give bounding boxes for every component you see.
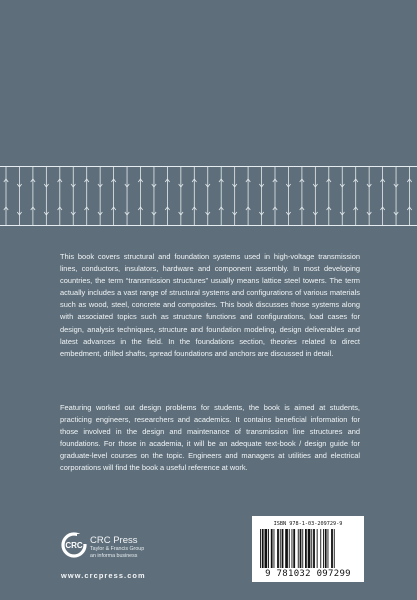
barcode-bar (293, 529, 295, 568)
publisher-name: CRC Press (90, 535, 138, 546)
barcode-bar (268, 529, 269, 568)
barcode-bar (325, 529, 327, 568)
barcode-bar (323, 529, 324, 568)
barcode-bar (262, 529, 264, 568)
barcode-bar (331, 529, 333, 568)
publisher-tagline: an informa business (90, 553, 138, 559)
barcode-bar (313, 529, 315, 568)
publisher-url: www.crcpress.com (61, 571, 146, 580)
barcode-bar (302, 529, 303, 568)
barcode-bar (317, 529, 318, 568)
publisher-group: Taylor & Francis Group (90, 546, 145, 552)
isbn-barcode (252, 516, 364, 582)
barcode-bar (271, 529, 273, 568)
barcode-bar (292, 529, 293, 568)
barcode-bar (260, 529, 261, 568)
crc-logo (61, 532, 87, 563)
barcode-bar (298, 529, 299, 568)
description-paragraph-2: Featuring worked out design problems for students, the book is aimed at students, practicing engineers, researchers and academics. It contains beneficial information for those involved in the design and maintenance of transmission line structures and foundations. For those in academia, it will be an adequate text-book / design guide for graduate-level courses on the topic. Engineers and managers at utilities and electrical corporations will find the book a useful reference at work. (60, 403, 360, 473)
barcode-bar (311, 529, 312, 568)
arrow-pattern (0, 167, 417, 225)
barcode-bar (328, 529, 329, 568)
barcode-bar (305, 529, 307, 568)
barcode-bar (334, 529, 335, 568)
barcode-bars (260, 529, 356, 568)
logo-text: CRC (65, 541, 83, 551)
isbn-digits: 9 781032 097299 (265, 569, 351, 579)
barcode-bar (277, 529, 279, 568)
barcode-bar (289, 529, 290, 568)
barcode-bar (280, 529, 281, 568)
barcode-bar (282, 529, 284, 568)
barcode-bar (320, 529, 321, 568)
barcode-bar (274, 529, 275, 568)
decorative-arrow-band (0, 166, 417, 226)
barcode-bar (285, 529, 288, 568)
barcode-bar (308, 529, 311, 568)
barcode-bar (300, 529, 302, 568)
description-paragraph-1: This book covers structural and foundation systems used in high-voltage transmission lines, conductors, insulators, hardware and component assembly. In most developing countries, the term “transmission structures” usually means lattice steel towers. The term actually includes a vast range of structural systems and configurations of various materials such as wood, steel, concrete and composites. This book discusses those systems along with associated topics such as structure functions and configurations, load cases for design, analysis techniques, structure and foundation modeling, design deliverables and latest advances in the field. In the foundations section, theories related to direct embedment, drilled shafts, spread foundations and anchors are discussed in detail. (60, 252, 360, 358)
barcode-bar (265, 529, 268, 568)
isbn-label: ISBN 978-1-03-209729-9 (273, 521, 343, 527)
